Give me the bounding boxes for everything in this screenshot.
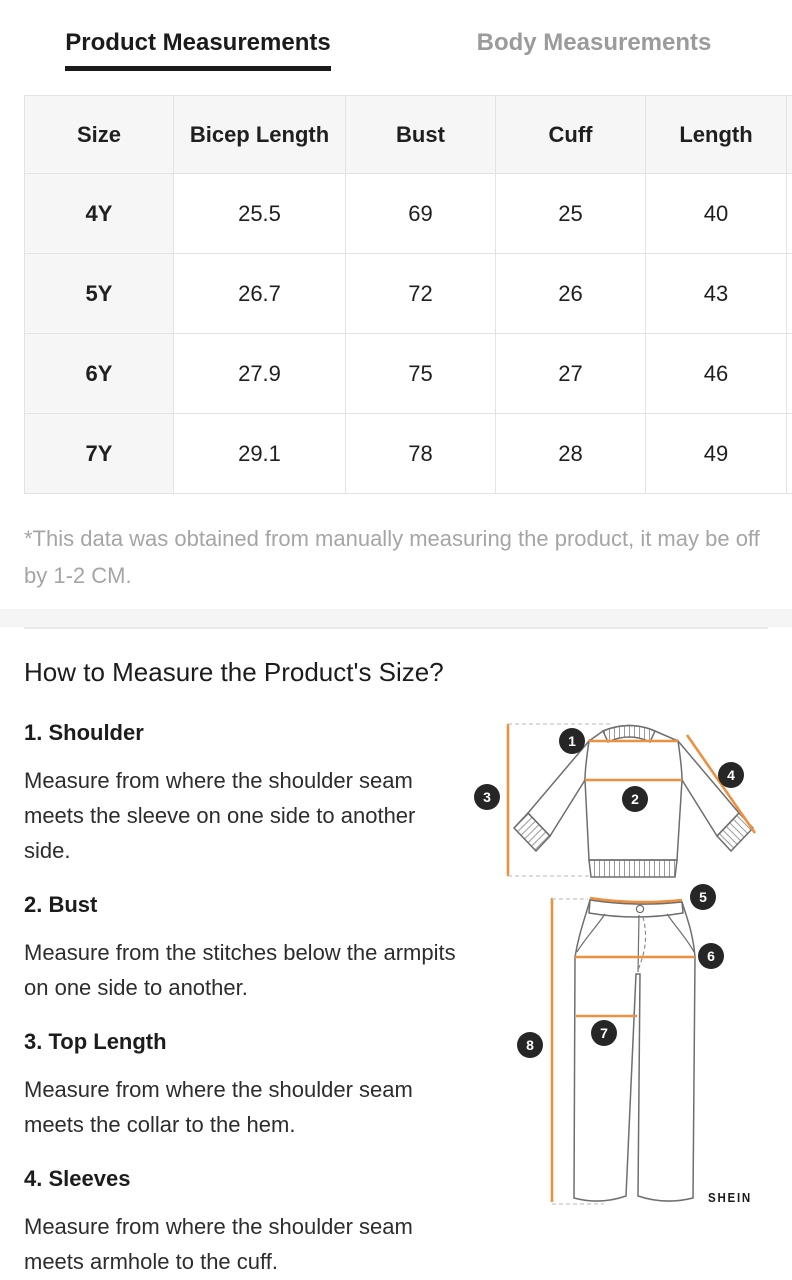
marker-1-badge [559, 728, 585, 754]
sweater-measure-diagram [462, 700, 792, 885]
step-1-title: 1. Shoulder [24, 720, 144, 745]
col-header-length: Length [646, 96, 787, 174]
svg-text:6: 6 [707, 948, 715, 964]
table-row-6y [25, 334, 792, 414]
pants-outline [574, 900, 695, 1201]
table-cell: 78 [346, 414, 496, 494]
col-header-cuff: Cuff [496, 96, 646, 174]
size-cell: 7Y [25, 414, 174, 494]
table-cell: 26.7 [174, 254, 346, 334]
svg-text:3: 3 [483, 789, 491, 805]
step-3-title: 3. Top Length [24, 1029, 167, 1054]
table-cell-cutoff [787, 414, 792, 494]
svg-text:1: 1 [568, 733, 576, 749]
table-cell: 40 [646, 174, 787, 254]
pants-measure-diagram [462, 878, 792, 1213]
marker-8-badge [517, 1032, 543, 1058]
step-2-desc: Measure from the stitches below the armpits on one side to another. [24, 940, 456, 1000]
step-4-desc: Measure from where the shoulder seam meets armhole to the cuff. [24, 1214, 413, 1274]
marker-6-badge [698, 943, 724, 969]
section-separator-band [0, 609, 792, 627]
table-cell: 72 [346, 254, 496, 334]
step-1-desc: Measure from where the shoulder seam meets the sleeve on one side to another side. [24, 768, 416, 863]
col-header-cutoff [787, 96, 792, 174]
measurement-disclaimer: *This data was obtained from manually measuring the product, it may be off by 1-2 CM. [24, 526, 760, 588]
svg-text:2: 2 [631, 791, 639, 807]
size-table-scroll-area[interactable] [24, 95, 792, 494]
table-header-row [25, 96, 792, 174]
table-cell-cutoff [787, 254, 792, 334]
marker-7-badge [591, 1020, 617, 1046]
tab-body-measurements[interactable]: Body Measurements [476, 29, 712, 56]
measurement-tabs [0, 0, 792, 71]
svg-text:7: 7 [600, 1025, 608, 1041]
tab-product-measurements[interactable]: Product Measurements [65, 29, 330, 71]
tab-half-product [0, 29, 396, 71]
measure-steps [24, 720, 456, 1279]
table-cell: 25 [496, 174, 646, 254]
svg-text:4: 4 [727, 767, 735, 783]
size-cell: 6Y [25, 334, 174, 414]
pants-button [636, 905, 643, 912]
table-cell: 25.5 [174, 174, 346, 254]
table-cell: 49 [646, 414, 787, 494]
howto-section-title: How to Measure the Product's Size? [24, 657, 444, 687]
marker-4-badge [718, 762, 744, 788]
step-2-title: 2. Bust [24, 892, 98, 917]
step-4-title: 4. Sleeves [24, 1166, 131, 1191]
table-cell: 75 [346, 334, 496, 414]
table-cell: 27.9 [174, 334, 346, 414]
tab-half-body [396, 29, 792, 71]
table-cell: 26 [496, 254, 646, 334]
section-divider-line [24, 627, 768, 629]
size-cell: 4Y [25, 174, 174, 254]
marker-2-badge [622, 786, 648, 812]
table-cell-cutoff [787, 334, 792, 414]
svg-text:8: 8 [526, 1037, 534, 1053]
col-header-bust: Bust [346, 96, 496, 174]
marker-5-badge [690, 884, 716, 910]
table-cell: 29.1 [174, 414, 346, 494]
size-table [24, 95, 792, 494]
svg-text:5: 5 [699, 889, 707, 905]
table-row-5y [25, 254, 792, 334]
step-3-desc: Measure from where the shoulder seam meets the collar to the hem. [24, 1077, 413, 1137]
marker-3-badge [474, 784, 500, 810]
size-cell: 5Y [25, 254, 174, 334]
table-cell: 28 [496, 414, 646, 494]
col-header-bicep: Bicep Length [174, 96, 346, 174]
table-row-4y [25, 174, 792, 254]
table-row-7y [25, 414, 792, 494]
table-cell: 69 [346, 174, 496, 254]
table-cell-cutoff [787, 174, 792, 254]
shein-logo: SHEIN [708, 1190, 752, 1205]
table-cell: 46 [646, 334, 787, 414]
col-header-size: Size [25, 96, 174, 174]
table-cell: 27 [496, 334, 646, 414]
table-cell: 43 [646, 254, 787, 334]
